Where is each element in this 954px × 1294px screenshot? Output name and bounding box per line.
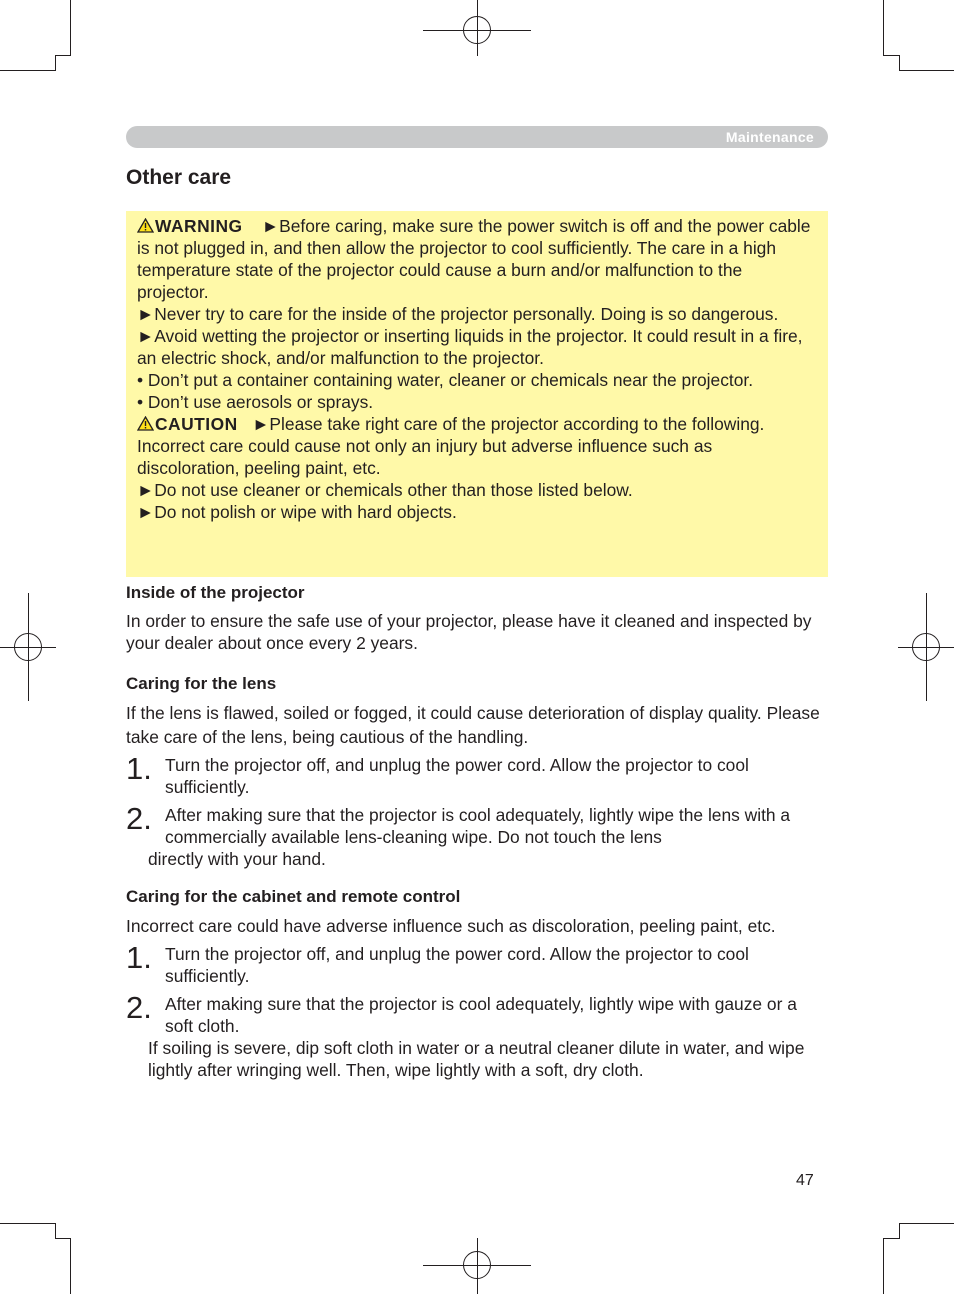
cabinet-body: Incorrect care could have adverse influence such as discoloration, peeling paint, etc.	[126, 916, 776, 936]
page-number: 47	[796, 1172, 814, 1189]
cabinet-step-1	[126, 940, 828, 987]
page-title: Other care	[126, 166, 232, 189]
lens-step-2	[126, 801, 828, 848]
lens-step-1	[126, 751, 828, 798]
warning-tag: WARNING	[155, 216, 243, 236]
cabinet-step-2	[126, 990, 828, 1037]
lens-heading: Caring for the lens	[126, 674, 277, 693]
warning-line: • Don’t use aerosols or sprays.	[137, 392, 374, 412]
section-header-bar	[126, 126, 828, 148]
caution-tag: CAUTION	[155, 414, 238, 434]
warning-triangle-icon	[137, 218, 154, 233]
inside-section	[126, 582, 828, 654]
section-label: Maintenance	[725, 129, 814, 145]
caution-paragraph	[137, 413, 818, 479]
step-text: Turn the projector off, and unplug the power cord. Allow the projector to cool sufficiently.	[165, 944, 749, 986]
inside-body: In order to ensure the safe use of your projector, please have it cleaned and inspected by your dealer about once every 2 years.	[126, 611, 812, 653]
warning-line: ►Before caring, make sure the power switch is off and the power cable is not plugged in, and then allow the projector to cool sufficiently. The care in a high temperature state of the projector could cause a burn and/or malfunction to the projector.	[137, 216, 811, 302]
step-number: 1.	[126, 751, 152, 786]
caution-line: ►Do not use cleaner or chemicals other than those listed below.	[137, 480, 633, 500]
step-number: 2.	[126, 801, 152, 836]
caution-line: ►Do not polish or wipe with hard objects.	[137, 502, 457, 522]
cabinet-heading: Caring for the cabinet and remote control	[126, 887, 461, 906]
caution-triangle-icon	[137, 416, 154, 431]
step-text: Turn the projector off, and unplug the power cord. Allow the projector to cool sufficiently.	[165, 755, 749, 797]
warning-line: ►Avoid wetting the projector or inserting liquids in the projector. It could result in a fire, an electric shock, and/or malfunction to the projector.	[137, 326, 803, 368]
lens-section	[126, 673, 828, 870]
inside-heading: Inside of the projector	[126, 583, 305, 602]
warning-box	[126, 211, 828, 577]
step-text: After making sure that the projector is cool adequately, lightly wipe the lens with a commercially available lens-cleaning wipe. Do not touch the lens	[165, 805, 791, 847]
lens-body: If the lens is flawed, soiled or fogged, it could cause deterioration of display quality. Please take care of the lens, being cautious of the handling.	[126, 703, 820, 747]
cabinet-followup: If soiling is severe, dip soft cloth in water or a neutral cleaner dilute in water, and wipe lightly after wringing well. Then, wipe lightly with a soft, dry cloth.	[148, 1038, 805, 1080]
step-number: 1.	[126, 940, 152, 975]
warning-line: ►Never try to care for the inside of the projector personally. Doing is so dangerous.	[137, 304, 779, 324]
lens-followup: directly with your hand.	[148, 849, 326, 869]
step-text: After making sure that the projector is cool adequately, lightly wipe with gauze or a soft cloth.	[165, 994, 797, 1036]
warning-line: • Don’t put a container containing water, cleaner or chemicals near the projector.	[137, 370, 754, 390]
warning-paragraph	[137, 215, 818, 303]
caution-line: ►Please take right care of the projector according to the following. Incorrect care could cause not only an injury but adverse influence such as discoloration, peeling paint, etc.	[137, 414, 765, 478]
step-number: 2.	[126, 990, 152, 1025]
cabinet-section	[126, 886, 828, 1081]
